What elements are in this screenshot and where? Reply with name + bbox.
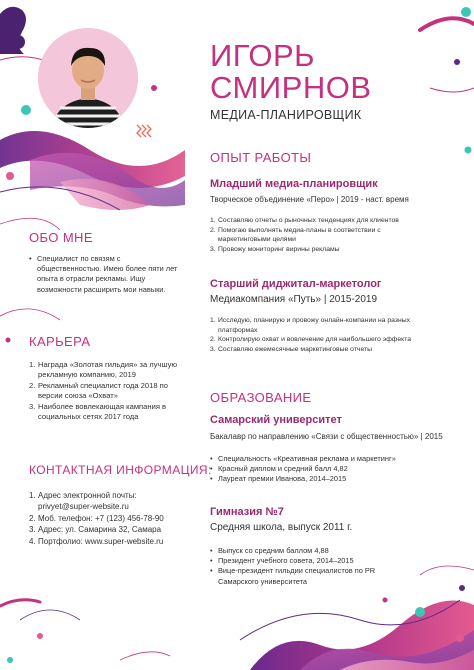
list-item: Адрес электронной почты: privyet@super-website.ru (38, 491, 137, 512)
job-title: Младший медиа-планировщик (210, 178, 378, 190)
list-item: Составляю отчеты о рыночных тенденциях для клиентов (218, 217, 399, 224)
school-details-list (210, 454, 440, 485)
list-item: • Лауреат премии Иванова, 2014–2015 (210, 474, 440, 484)
list-item: Контролирую охват и вовлечение для наибольшего эффекта (218, 336, 412, 344)
list-item: Награда «Золотая гильдия» за лучшую рекламную компанию, 2019 (38, 360, 178, 380)
list-item: • Вице-президент гильдии специалистов по PR Самарского университета (210, 566, 410, 586)
contacts-list (29, 490, 189, 547)
list-item: Составляю ежемесячные маркетинговые отчеты (218, 345, 373, 353)
list-item: Помогаю выполнять медиа-планы в соответствии с маркетинговыми целями (218, 226, 381, 244)
job-duties-list (210, 316, 436, 354)
name-last: СМИРНОВ (210, 70, 372, 105)
list-item: Провожу мониторинг вирины рекламы (218, 245, 340, 253)
list-item: • Президент учебного совета, 2014–2015 (210, 556, 410, 566)
experience-heading: ОПЫТ РАБОТЫ (210, 150, 312, 165)
person-name (210, 40, 372, 104)
job-role: МЕДИА-ПЛАНИРОВЩИК (210, 108, 362, 122)
school-title: Гимназия №7 (210, 506, 284, 518)
list-item: Исследую, планирую и провожу онлайн-компании на разных платформах (218, 317, 411, 334)
profile-photo (38, 28, 138, 128)
contacts-heading: КОНТАКТНАЯ ИНФОРМАЦИЯ: (29, 463, 212, 477)
school-title: Самарский университет (210, 414, 342, 426)
list-item: Наиболее вовлекающая кампания в социальных сетях 2017 года (38, 401, 167, 422)
school-degree: Средняя школа, выпуск 2011 г. (210, 522, 353, 533)
job-company: Творческое объединение «Перо» | 2019 - наст. время (210, 195, 409, 204)
job-duties-list (210, 216, 432, 254)
career-list (29, 360, 183, 422)
person-photo-icon (38, 28, 138, 128)
school-details-list (210, 546, 410, 587)
list-item: • Специальность «Креативная реклама и маркетинг» (210, 454, 440, 464)
about-list (29, 254, 181, 295)
list-item: Портфолио: www.super-website.ru (38, 536, 164, 546)
school-degree: Бакалавр по направлению «Связи с общественностью» | 2015 (210, 432, 443, 441)
name-first: ИГОРЬ (210, 38, 315, 73)
list-item: Адрес: ул. Самарина 32, Самара (38, 525, 162, 535)
list-item: • Выпуск со средним баллом 4,88 (210, 546, 410, 556)
about-heading: ОБО МНЕ (29, 230, 93, 245)
career-heading: КАРЬЕРА (29, 334, 91, 349)
list-item: Рекламный специалист года 2018 по версии союза «Охват» (38, 380, 169, 401)
education-heading: ОБРАЗОВАНИЕ (210, 390, 312, 405)
list-item: • Красный диплом и средний балл 4,82 (210, 464, 440, 474)
job-title: Старший диджитал-маркетолог (210, 278, 382, 290)
job-company: Медиакомпания «Путь» | 2015-2019 (210, 294, 378, 305)
list-item: • Специалист по связям с общественностью. Имею более пяти лет опыта в отрасли рекламы. Ищу возможности расширить мои навыки. (29, 254, 181, 295)
list-item: Моб. телефон: +7 (123) 456-78-90 (38, 513, 164, 523)
